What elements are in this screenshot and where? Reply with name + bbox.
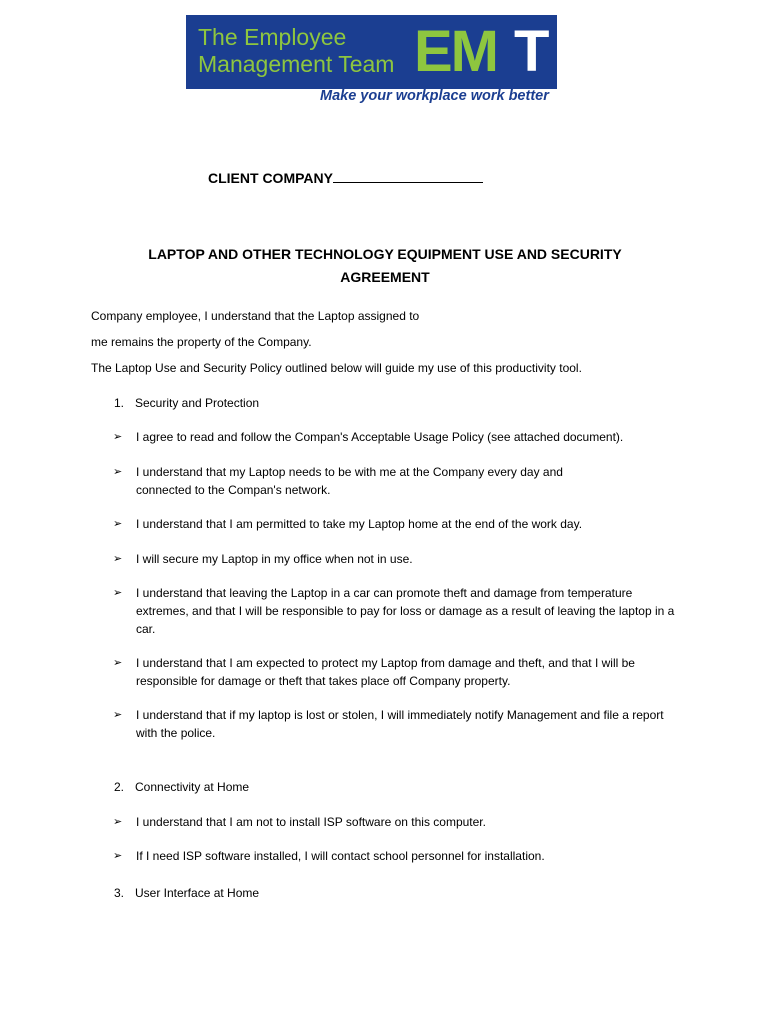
list-item-text: If I need ISP software installed, I will contact school personnel for installation. — [136, 849, 545, 863]
arrow-bullet-icon: ➢ — [113, 657, 123, 669]
list-item — [113, 515, 673, 533]
document-title — [110, 243, 660, 289]
intro-line-1: Company employee, I understand that the Laptop assigned to — [91, 309, 420, 323]
section-title: Connectivity at Home — [135, 780, 250, 794]
list-item-text: I agree to read and follow the Compan's Acceptable Usage Policy (see attached document). — [136, 430, 624, 444]
list-item-text: I understand that I am expected to protect my Laptop from damage and theft, and that I will be responsible for damage or theft that takes place off Company property. — [136, 656, 635, 688]
title-line-2: AGREEMENT — [340, 269, 430, 285]
section-number: 1. — [114, 396, 125, 410]
list-item-text: I understand that I am permitted to take my Laptop home at the end of the work day. — [136, 517, 583, 531]
list-item — [113, 428, 673, 446]
logo-line-2: Management Team — [198, 51, 395, 77]
client-company-field — [208, 168, 483, 186]
logo-t-letter: T — [514, 19, 550, 84]
arrow-bullet-icon: ➢ — [113, 431, 123, 443]
list-item — [113, 584, 678, 638]
arrow-bullet-icon: ➢ — [113, 709, 123, 721]
logo-tagline: Make your workplace work better — [320, 88, 549, 104]
list-item — [113, 654, 678, 690]
arrow-bullet-icon: ➢ — [113, 816, 123, 828]
client-company-label: CLIENT COMPANY — [208, 170, 333, 186]
arrow-bullet-icon: ➢ — [113, 850, 123, 862]
section-number: 2. — [114, 780, 125, 794]
arrow-bullet-icon: ➢ — [113, 587, 123, 599]
intro-line-3: The Laptop Use and Security Policy outlined below will guide my use of this productivity tool. — [91, 361, 582, 375]
section-number: 3. — [114, 886, 125, 900]
arrow-bullet-icon: ➢ — [113, 466, 123, 478]
arrow-bullet-icon: ➢ — [113, 553, 123, 565]
intro-line-2: me remains the property of the Company. — [91, 335, 312, 349]
list-item-text: I understand that leaving the Laptop in a car can promote theft and damage from temperature extremes, and that I will be responsible to pay for loss or damage as a result of leaving the laptop in a car. — [136, 586, 675, 636]
list-item-text: I will secure my Laptop in my office when not in use. — [136, 552, 413, 566]
company-logo — [186, 15, 557, 89]
list-item — [113, 706, 678, 742]
list-item-text: I understand that I am not to install ISP software on this computer. — [136, 815, 486, 829]
section-title: Security and Protection — [135, 396, 260, 410]
section-title: User Interface at Home — [135, 886, 260, 900]
client-company-blank — [333, 168, 483, 183]
list-item-text: I understand that if my laptop is lost or stolen, I will immediately notify Management and file a report with the police. — [136, 708, 664, 740]
list-item — [113, 847, 673, 865]
list-item-text: I understand that my Laptop needs to be with me at the Company every day and connected to the Compan's network. — [136, 465, 563, 497]
logo-line-1: The Employee — [198, 24, 347, 50]
logo-wordmark — [198, 24, 394, 78]
section-heading — [114, 779, 249, 795]
list-item — [113, 550, 673, 568]
arrow-bullet-icon: ➢ — [113, 518, 123, 530]
section-heading — [114, 395, 259, 411]
title-line-1: LAPTOP AND OTHER TECHNOLOGY EQUIPMENT USE AND SECURITY — [148, 246, 622, 262]
section-heading — [114, 885, 259, 901]
logo-em-letters: EM — [414, 19, 497, 84]
list-item — [113, 813, 673, 831]
list-item — [113, 463, 613, 499]
